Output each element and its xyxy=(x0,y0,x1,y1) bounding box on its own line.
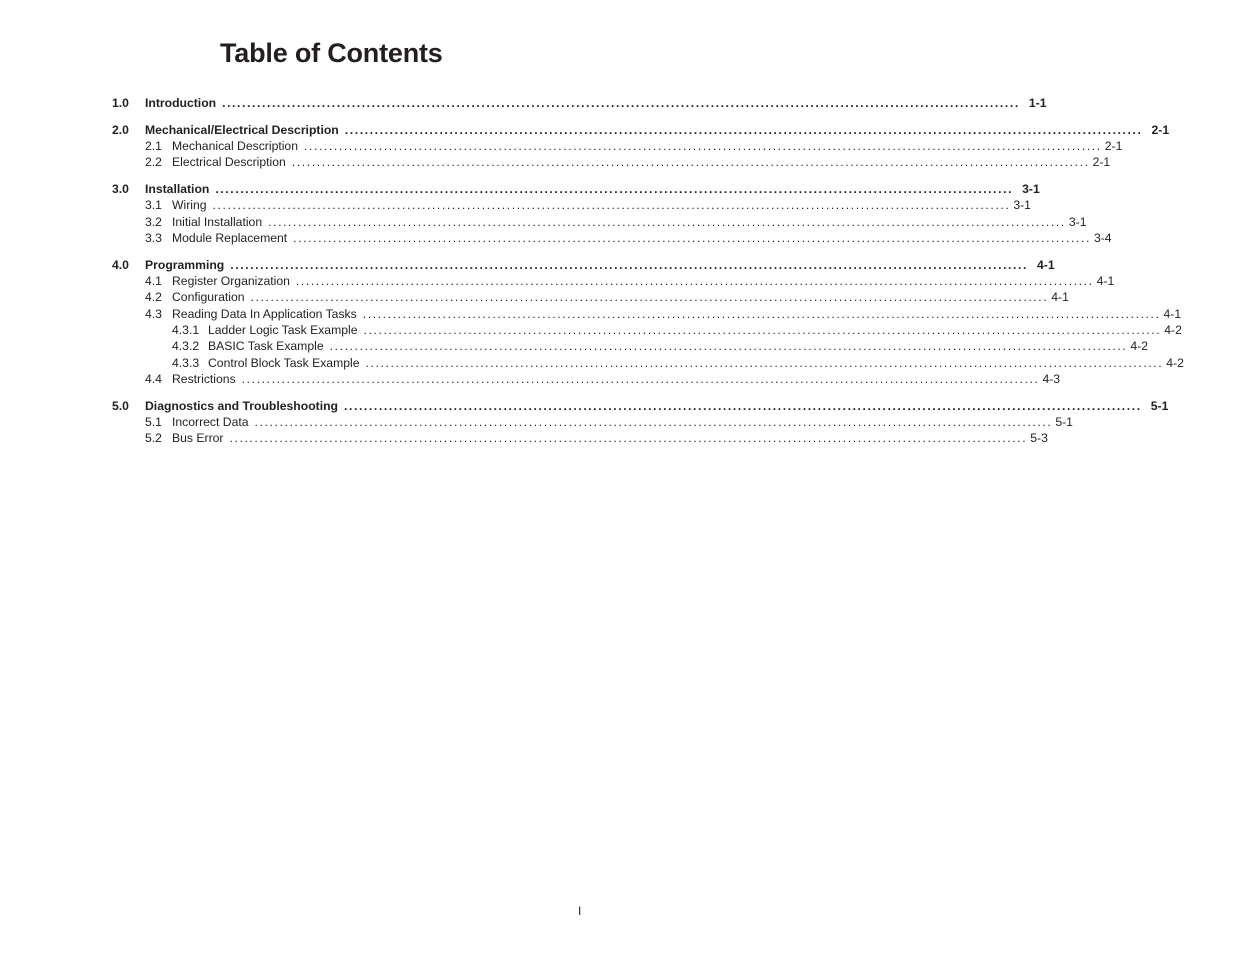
toc-entry-title: Control Block Task Example xyxy=(208,355,360,370)
dot-leader: ................................................................................................................................................................ xyxy=(344,122,1143,137)
toc-entry-page: 2-1 xyxy=(1151,122,1170,137)
toc-entry-4-2[interactable] xyxy=(112,289,1069,305)
toc-entry-title: Configuration xyxy=(172,290,245,305)
toc-entry-4-3[interactable] xyxy=(112,306,1182,322)
dot-leader: ................................................................................................................................................................ xyxy=(295,274,1094,289)
toc-entry-4-3-1[interactable] xyxy=(112,322,1182,338)
toc-entry-number: 4.3.1 xyxy=(172,323,200,338)
toc-entry-number: 4.3.3 xyxy=(172,355,200,370)
dot-leader: ................................................................................................................................................................ xyxy=(343,398,1142,413)
toc-entry-title: Initial Installation xyxy=(172,214,263,229)
dot-leader: ................................................................................................................................................................ xyxy=(329,339,1128,354)
toc-entry-number: 5.0 xyxy=(112,398,129,413)
toc-entry-page: 3-1 xyxy=(1022,182,1040,197)
toc-entry-title: Mechanical/Electrical Description xyxy=(145,122,339,137)
toc-entry-title: Incorrect Data xyxy=(172,415,249,430)
toc-entry-number: 3.1 xyxy=(145,198,162,213)
toc-entry-5-2[interactable] xyxy=(112,430,1048,446)
toc-entry-4-4[interactable] xyxy=(112,371,1061,387)
toc-entry-number: 2.1 xyxy=(145,139,162,154)
table-of-contents xyxy=(112,95,1184,457)
toc-entry-title: Module Replacement xyxy=(172,231,288,246)
dot-leader: ................................................................................................................................................................ xyxy=(215,182,1014,197)
toc-entry-4-0[interactable] xyxy=(112,257,1055,273)
toc-entry-number: 5.1 xyxy=(145,415,162,430)
toc-entry-number: 4.0 xyxy=(112,257,129,272)
toc-entry-page: 3-4 xyxy=(1093,231,1112,246)
toc-entry-number: 2.2 xyxy=(145,155,162,170)
page-number: I xyxy=(578,904,582,918)
toc-entry-page: 3-1 xyxy=(1068,214,1087,229)
dot-leader: ................................................................................................................................................................ xyxy=(222,96,1020,110)
toc-entry-title: Mechanical Description xyxy=(172,139,298,154)
dot-leader: ................................................................................................................................................................ xyxy=(363,323,1162,338)
toc-entry-3-1[interactable] xyxy=(112,197,1031,213)
toc-entry-title: BASIC Task Example xyxy=(208,339,324,354)
toc-entry-number: 4.1 xyxy=(145,274,162,289)
toc-entry-page: 2-1 xyxy=(1092,155,1111,170)
toc-entry-page: 3-1 xyxy=(1013,198,1031,213)
toc-section-3 xyxy=(112,181,1112,246)
dot-leader: ................................................................................................................................................................ xyxy=(365,355,1164,370)
toc-entry-title: Wiring xyxy=(172,198,207,213)
toc-section-2 xyxy=(112,122,1170,171)
toc-entry-4-3-2[interactable] xyxy=(112,338,1149,354)
dot-leader: ................................................................................................................................................................ xyxy=(230,257,1029,272)
toc-entry-page: 4-2 xyxy=(1130,339,1149,354)
toc-entry-5-1[interactable] xyxy=(112,414,1073,430)
page-title: Table of Contents xyxy=(220,38,443,68)
toc-entry-title: Restrictions xyxy=(172,371,236,386)
dot-leader: ................................................................................................................................................................ xyxy=(254,415,1053,430)
toc-entry-title: Installation xyxy=(145,182,210,197)
dot-leader: ................................................................................................................................................................ xyxy=(250,290,1049,305)
toc-entry-page: 4-1 xyxy=(1051,290,1069,305)
toc-entry-5-0[interactable] xyxy=(112,398,1169,414)
toc-entry-page: 5-1 xyxy=(1150,398,1169,413)
toc-entry-title: Register Organization xyxy=(172,274,290,289)
toc-entry-2-1[interactable] xyxy=(112,138,1123,154)
dot-leader: ................................................................................................................................................................ xyxy=(291,155,1090,170)
dot-leader: ................................................................................................................................................................ xyxy=(362,306,1161,321)
toc-entry-number: 4.3.2 xyxy=(172,339,200,354)
toc-entry-number: 4.3 xyxy=(145,306,162,321)
toc-entry-1-0[interactable] xyxy=(112,95,1047,111)
toc-entry-3-0[interactable] xyxy=(112,181,1040,197)
dot-leader: ................................................................................................................................................................ xyxy=(212,198,1011,213)
dot-leader: ................................................................................................................................................................ xyxy=(229,431,1028,446)
toc-entry-page: 2-1 xyxy=(1104,139,1123,154)
toc-entry-page: 4-1 xyxy=(1096,274,1115,289)
toc-entry-title: Diagnostics and Troubleshooting xyxy=(145,398,338,413)
toc-entry-title: Bus Error xyxy=(172,431,224,446)
toc-entry-page: 5-3 xyxy=(1030,431,1048,446)
toc-entry-number: 3.3 xyxy=(145,231,162,246)
toc-entry-3-3[interactable] xyxy=(112,230,1112,246)
toc-entry-number: 4.2 xyxy=(145,290,162,305)
toc-entry-number: 5.2 xyxy=(145,431,162,446)
toc-section-5 xyxy=(112,398,1169,447)
toc-entry-3-2[interactable] xyxy=(112,214,1087,230)
toc-entry-page: 4-1 xyxy=(1163,306,1182,321)
dot-leader: ................................................................................................................................................................ xyxy=(304,139,1102,154)
toc-entry-2-0[interactable] xyxy=(112,122,1170,138)
toc-entry-4-1[interactable] xyxy=(112,273,1115,289)
toc-entry-page: 4-2 xyxy=(1164,323,1182,338)
toc-entry-title: Reading Data In Application Tasks xyxy=(172,306,357,321)
toc-entry-page: 4-1 xyxy=(1037,257,1055,272)
toc-entry-title: Programming xyxy=(145,257,225,272)
toc-entry-number: 1.0 xyxy=(112,96,129,110)
toc-entry-page: 4-3 xyxy=(1042,371,1061,386)
toc-entry-number: 3.0 xyxy=(112,182,129,197)
toc-entry-title: Ladder Logic Task Example xyxy=(208,323,358,338)
toc-entry-number: 4.4 xyxy=(145,371,162,386)
dot-leader: ................................................................................................................................................................ xyxy=(241,371,1040,386)
toc-entry-page: 5-1 xyxy=(1055,415,1073,430)
toc-entry-page: 4-2 xyxy=(1166,355,1184,370)
toc-entry-number: 2.0 xyxy=(112,122,129,137)
toc-entry-4-3-3[interactable] xyxy=(112,355,1184,371)
toc-entry-2-2[interactable] xyxy=(112,154,1111,170)
toc-section-4 xyxy=(112,257,1184,387)
toc-section-1 xyxy=(112,95,1047,111)
dot-leader: ................................................................................................................................................................ xyxy=(293,231,1091,246)
toc-entry-number: 3.2 xyxy=(145,214,162,229)
toc-entry-page: 1-1 xyxy=(1028,96,1047,110)
toc-entry-title: Electrical Description xyxy=(172,155,286,170)
dot-leader: ................................................................................................................................................................ xyxy=(268,214,1066,229)
toc-entry-title: Introduction xyxy=(145,96,217,110)
